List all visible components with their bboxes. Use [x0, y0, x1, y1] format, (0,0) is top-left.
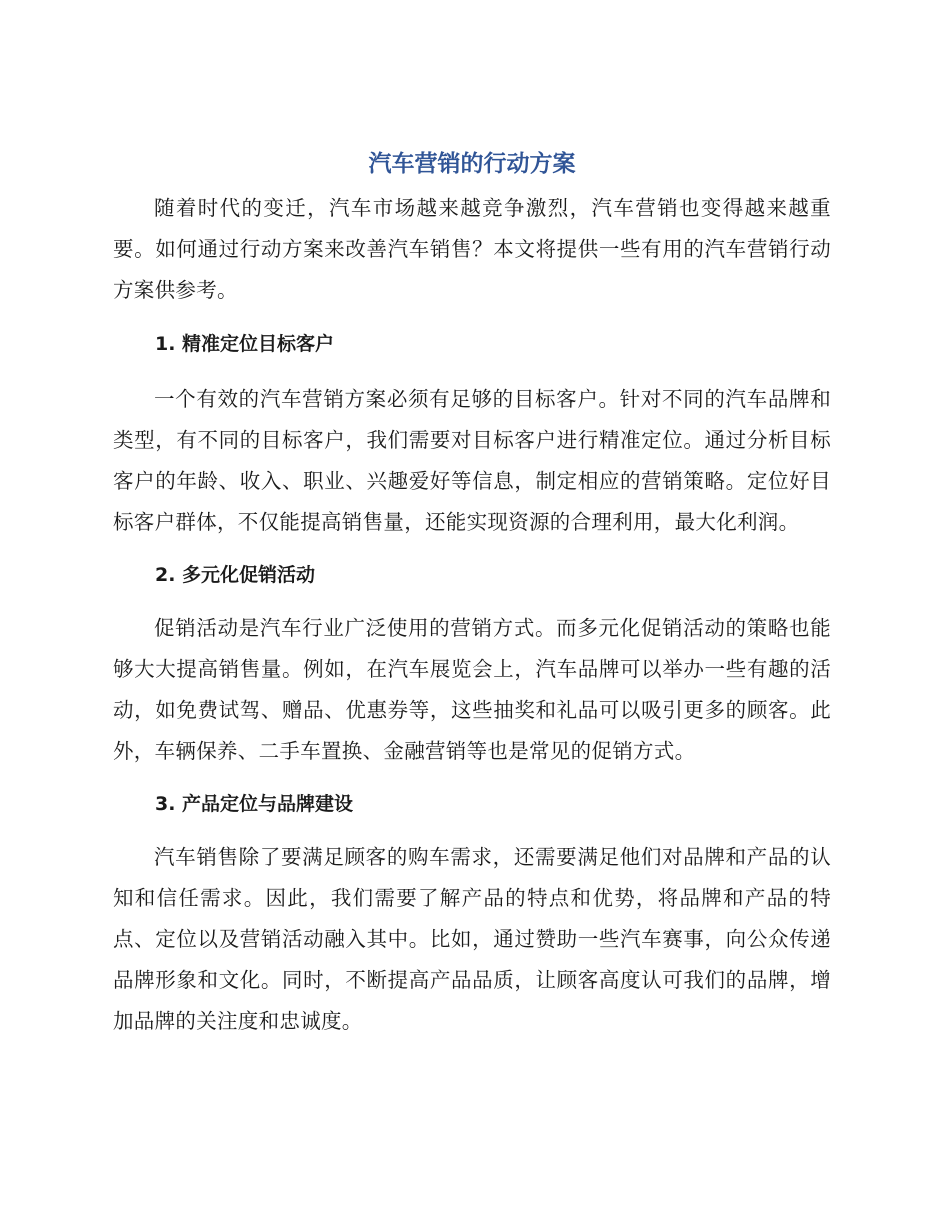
section-heading-1: 1. 精准定位目标客户: [155, 333, 335, 355]
document-title: 汽车营销的行动方案: [368, 151, 576, 177]
section-paragraph-1: 一个有效的汽车营销方案必须有足够的目标客户。针对不同的汽车品牌和类型，有不同的目标客户，我们需要对目标客户进行精准定位。通过分析目标客户的年龄、收入、职业、兴趣爱好等信息，制定相应的营销策略。定位好目标客户群体，不仅能提高销售量，还能实现资源的合理利用，最大化利润。: [113, 387, 831, 534]
intro-paragraph: 随着时代的变迁，汽车市场越来越竞争激烈，汽车营销也变得越来越重要。如何通过行动方案来改善汽车销售？本文将提供一些有用的汽车营销行动方案供参考。: [113, 196, 831, 302]
document-body: [113, 146, 831, 1042]
section-heading-3: 3. 产品定位与品牌建设: [155, 793, 354, 815]
section-paragraph-3: 汽车销售除了要满足顾客的购车需求，还需要满足他们对品牌和产品的认知和信任需求。因此，我们需要了解产品的特点和优势，将品牌和产品的特点、定位以及营销活动融入其中。比如，通过赞助一些汽车赛事，向公众传递品牌形象和文化。同时，不断提高产品品质，让顾客高度认可我们的品牌，增加品牌的关注度和忠诚度。: [113, 845, 831, 1033]
section-heading-2: 2. 多元化促销活动: [155, 564, 316, 586]
section-paragraph-2: 促销活动是汽车行业广泛使用的营销方式。而多元化促销活动的策略也能够大大提高销售量。例如，在汽车展览会上，汽车品牌可以举办一些有趣的活动，如免费试驾、赠品、优惠券等，这些抽奖和礼品可以吸引更多的顾客。此外，车辆保养、二手车置换、金融营销等也是常见的促销方式。: [113, 616, 831, 763]
